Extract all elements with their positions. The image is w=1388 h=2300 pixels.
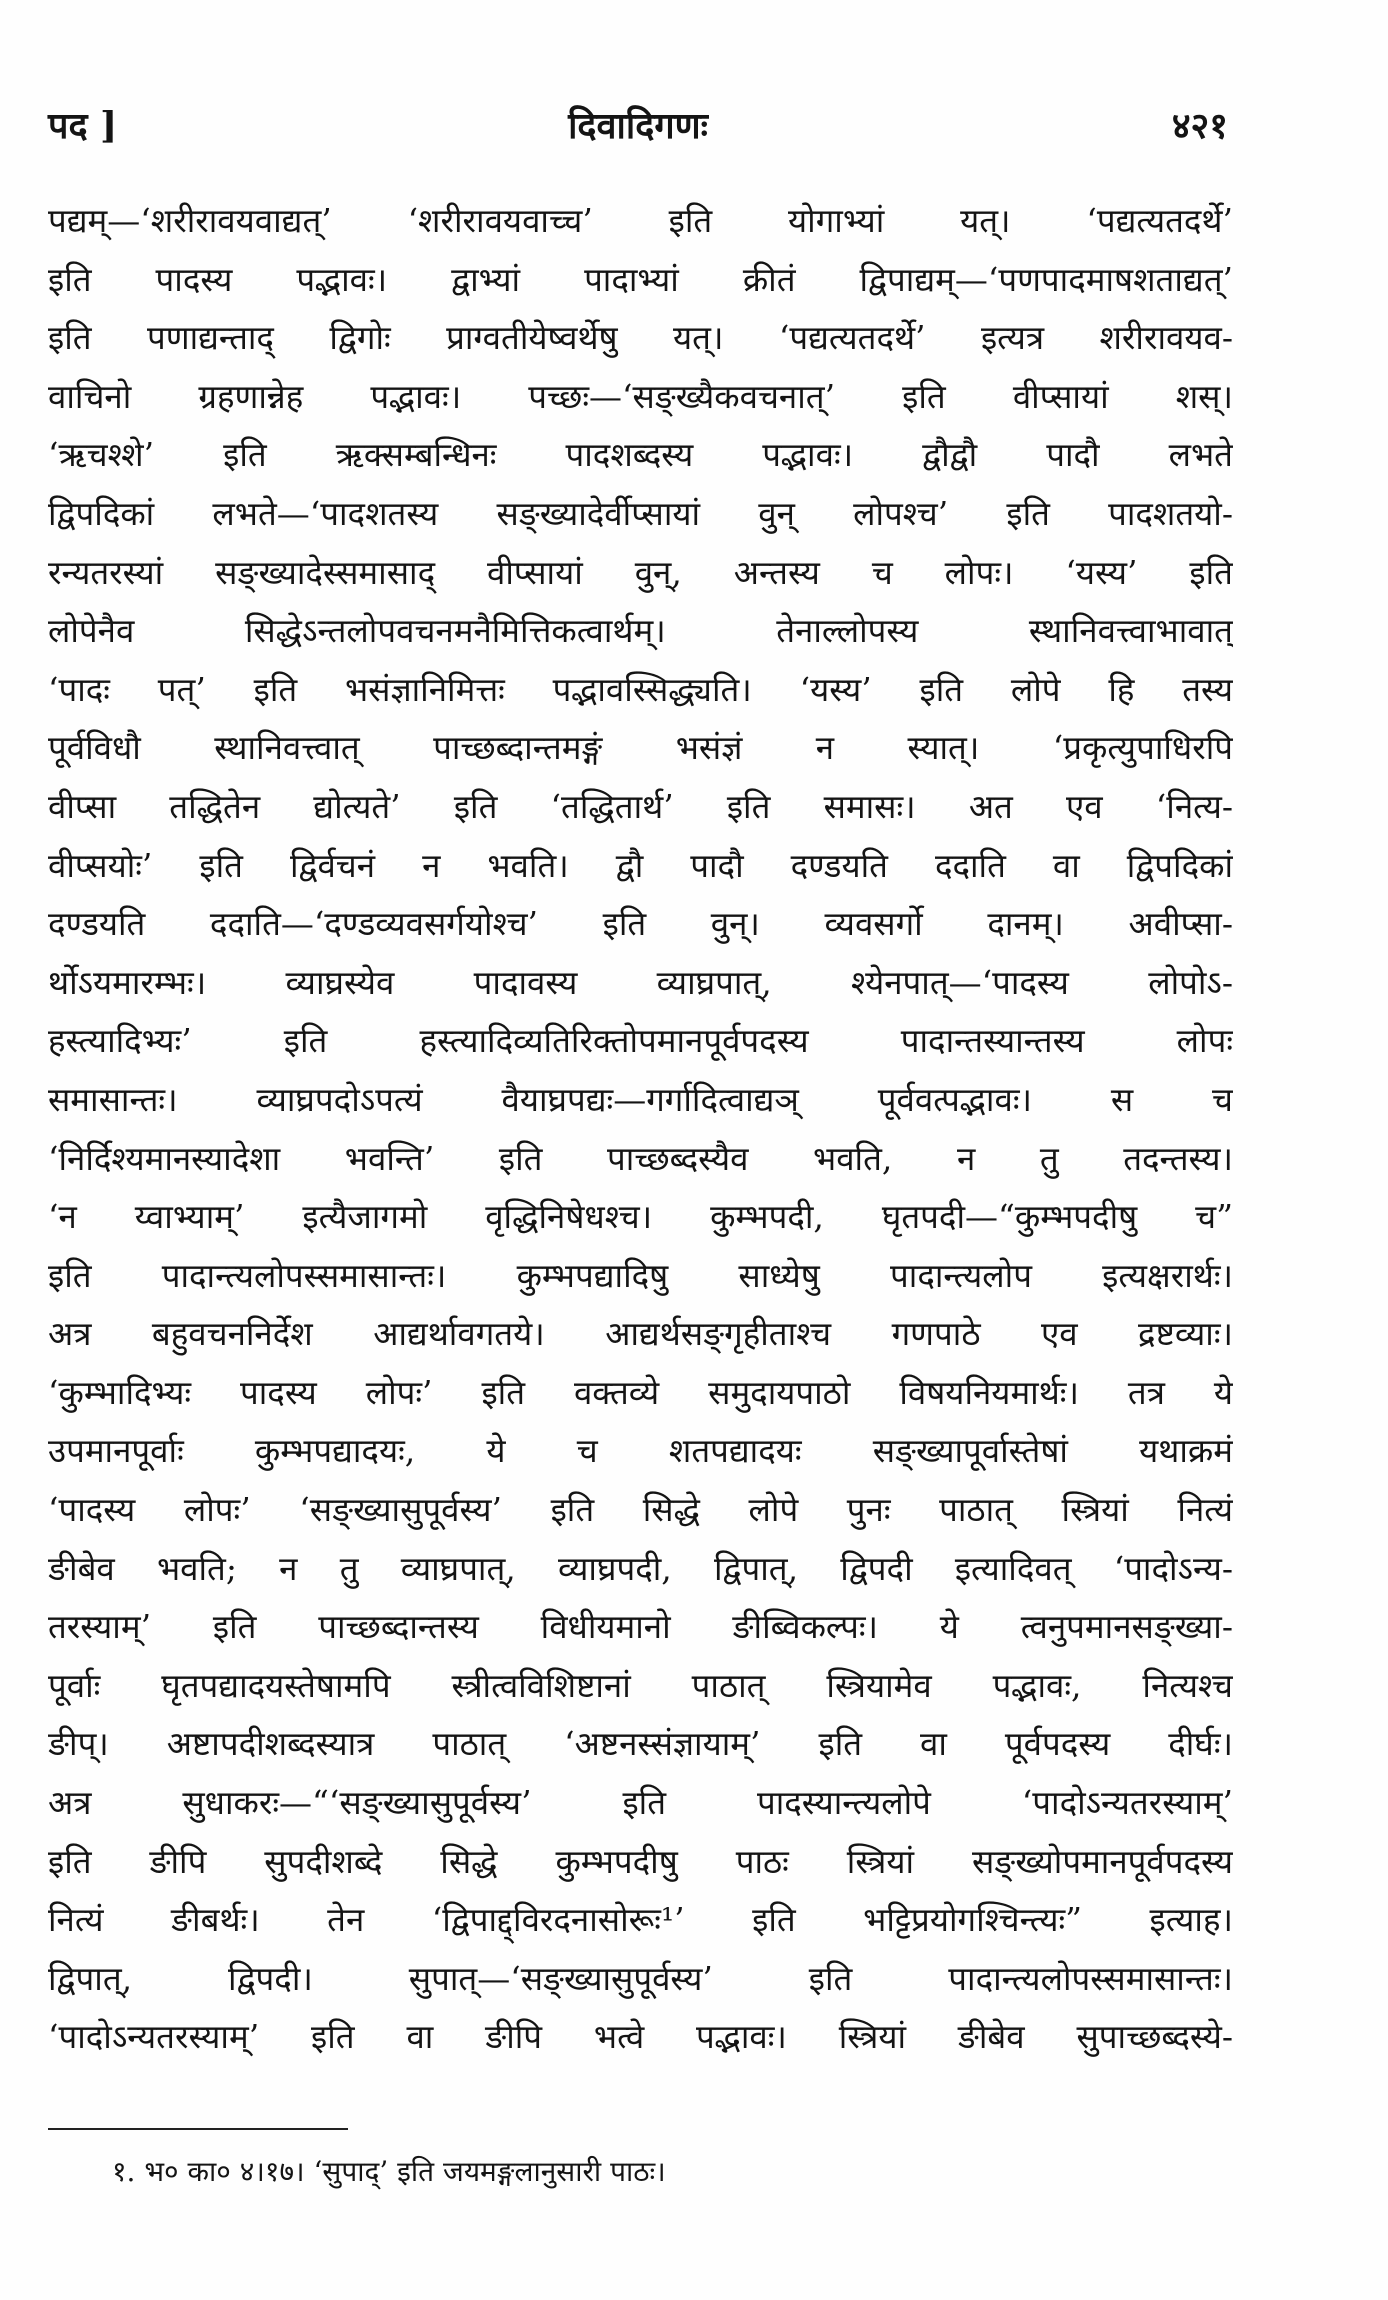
text-line: तरस्याम्’ इति पाच्छब्दान्तस्य विधीयमानो ङीब्विकल्पः। ये त्वनुपमानसङ्ख्या- xyxy=(48,1607,1233,1647)
text-line: अत्र बहुवचननिर्देश आद्यर्थावगतये। आद्यर्थसङ्गृहीताश्च गणपाठे एव द्रष्टव्याः। xyxy=(48,1314,1233,1354)
text-line: पद्यम्—‘शरीरावयवाद्यत्’ ‘शरीरावयवाच्च’ इति योगाभ्यां यत्। ‘पद्यत्यतदर्थे’ xyxy=(48,201,1233,240)
text-line: वीप्सयोः’ इति द्विर्वचनं न भवति। द्वौ पादौ दण्डयति ददाति वा द्विपदिकां xyxy=(48,845,1233,885)
text-line: उपमानपूर्वाः कुम्भपद्यादयः, ये च शतपद्यादयः सङ्ख्यापूर्वास्तेषां यथाक्रमं xyxy=(48,1431,1233,1471)
text-line: रन्यतरस्यां सङ्ख्यादेस्समासाद् वीप्सायां वुन्, अन्तस्य च लोपः। ‘यस्य’ इति xyxy=(48,552,1233,592)
text-line: वीप्सा तद्धितेन द्योत्यते’ इति ‘तद्धितार्थ’ इति समासः। अत एव ‘नित्य- xyxy=(48,786,1233,826)
text-line: अत्र सुधाकरः—“‘सङ्ख्यासुपूर्वस्य’ इति पादस्यान्त्यलोपे ‘पादोऽन्यतरस्याम्’ xyxy=(48,1783,1233,1823)
text-line: ‘निर्दिश्यमानस्यादेशा भवन्ति’ इति पाच्छब्दस्यैव भवति, न तु तदन्तस्य। xyxy=(48,1138,1233,1178)
running-head-title: दिवादिगणः xyxy=(568,105,708,147)
text-line: हस्त्यादिभ्यः’ इति हस्त्यादिव्यतिरिक्तोपमानपूर्वपदस्य पादान्तस्यान्तस्य लोपः xyxy=(48,1021,1233,1061)
text-line: नित्यं ङीबर्थः। तेन ‘द्विपाद्द्विरदनासोरूः¹’ इति भट्टिप्रयोगश्चिन्त्यः” इत्याह। xyxy=(48,1900,1233,1940)
text-line: लोपेनैव सिद्धेऽन्तलोपवचनमनैमित्तिकत्वार्थम्। तेनाल्लोपस्य स्थानिवत्त्वाभावात् xyxy=(48,611,1233,651)
text-line: पूर्वाः घृतपद्यादयस्तेषामपि स्त्रीत्वविशिष्टानां पाठात् स्त्रियामेव पद्भावः, नित्यश्च xyxy=(48,1665,1233,1705)
text-line: पूर्वविधौ स्थानिवत्त्वात् पाच्छब्दान्तमङ्गं भसंज्ञं न स्यात्। ‘प्रकृत्युपाधिरपि xyxy=(48,728,1233,768)
running-head-section: पद ] xyxy=(48,105,118,147)
commentary-text xyxy=(48,192,1233,2067)
text-line: ‘कुम्भादिभ्यः पादस्य लोपः’ इति वक्तव्ये समुदायपाठो विषयनियमार्थः। तत्र ये xyxy=(48,1372,1233,1412)
text-line: ‘न य्वाभ्याम्’ इत्यैजागमो वृद्धिनिषेधश्च। कुम्भपदी, घृतपदी—“कुम्भपदीषु च” xyxy=(48,1197,1233,1237)
text-line: इति ङीपि सुपदीशब्दे सिद्धे कुम्भपदीषु पाठः स्त्रियां सङ्ख्योपमानपूर्वपदस्य xyxy=(48,1841,1233,1881)
text-line: ङीबेव भवति; न तु व्याघ्रपात्, व्याघ्रपदी, द्विपात्, द्विपदी इत्यादिवत् ‘पादोऽन्य- xyxy=(48,1548,1233,1588)
text-line: ‘पादोऽन्यतरस्याम्’ इति वा ङीपि भत्वे पद्भावः। स्त्रियां ङीबेव सुपाच्छब्दस्ये- xyxy=(48,2017,1233,2057)
text-line: ‘ऋचश्शे’ इति ऋक्सम्बन्धिनः पादशब्दस्य पद्भावः। द्वौद्वौ पादौ लभते xyxy=(48,435,1233,475)
footnote-rule xyxy=(48,2128,348,2130)
text-line: ‘पादस्य लोपः’ ‘सङ्ख्यासुपूर्वस्य’ इति सिद्धे लोपे पुनः पाठात् स्त्रियां नित्यं xyxy=(48,1490,1233,1530)
text-line: र्थोऽयमारम्भः। व्याघ्रस्येव पादावस्य व्याघ्रपात्, श्येनपात्—‘पादस्य लोपोऽ- xyxy=(48,962,1233,1002)
page-number: ४२१ xyxy=(1171,105,1228,147)
text-line: वाचिनो ग्रहणान्नेह पद्भावः। पच्छः—‘सङ्ख्यैकवचनात्’ इति वीप्सायां शस्। xyxy=(48,376,1233,416)
text-line: इति पादस्य पद्भावः। द्वाभ्यां पादाभ्यां क्रीतं द्विपाद्यम्—‘पणपादमाषशताद्यत्’ xyxy=(48,259,1233,299)
text-line: दण्डयति ददाति—‘दण्डव्यवसर्गयोश्च’ इति वुन्। व्यवसर्गो दानम्। अवीप्सा- xyxy=(48,904,1233,944)
text-line: ‘पादः पत्’ इति भसंज्ञानिमित्तः पद्भावस्सिद्ध्यति। ‘यस्य’ इति लोपे हि तस्य xyxy=(48,669,1233,709)
text-line: इति पणाद्यन्ताद् द्विगोः प्राग्वतीयेष्वर्थेषु यत्। ‘पद्यत्यतदर्थे’ इत्यत्र शरीरावयव- xyxy=(48,318,1233,358)
text-line: द्विपदिकां लभते—‘पादशतस्य सङ्ख्यादेर्वीप्सायां वुन् लोपश्च’ इति पादशतयो- xyxy=(48,493,1233,533)
text-line: इति पादान्त्यलोपस्समासान्तः। कुम्भपद्यादिषु साध्येषु पादान्त्यलोप इत्यक्षरार्थः। xyxy=(48,1255,1233,1295)
footnote: १. भ० का० ४।१७। ‘सुपाद्’ इति जयमङ्गलानुसारी पाठः। xyxy=(112,2155,666,2188)
text-line: समासान्तः। व्याघ्रपदोऽपत्यं वैयाघ्रपद्यः—गर्गादित्वाद्यञ् पूर्ववत्पद्भावः। स च xyxy=(48,1079,1233,1119)
text-line: द्विपात्, द्विपदी। सुपात्—‘सङ्ख्यासुपूर्वस्य’ इति पादान्त्यलोपस्समासान्तः। xyxy=(48,1958,1233,1998)
running-head xyxy=(48,100,1228,160)
text-line: ङीप्। अष्टापदीशब्दस्यात्र पाठात् ‘अष्टनस्संज्ञायाम्’ इति वा पूर्वपदस्य दीर्घः। xyxy=(48,1724,1233,1764)
